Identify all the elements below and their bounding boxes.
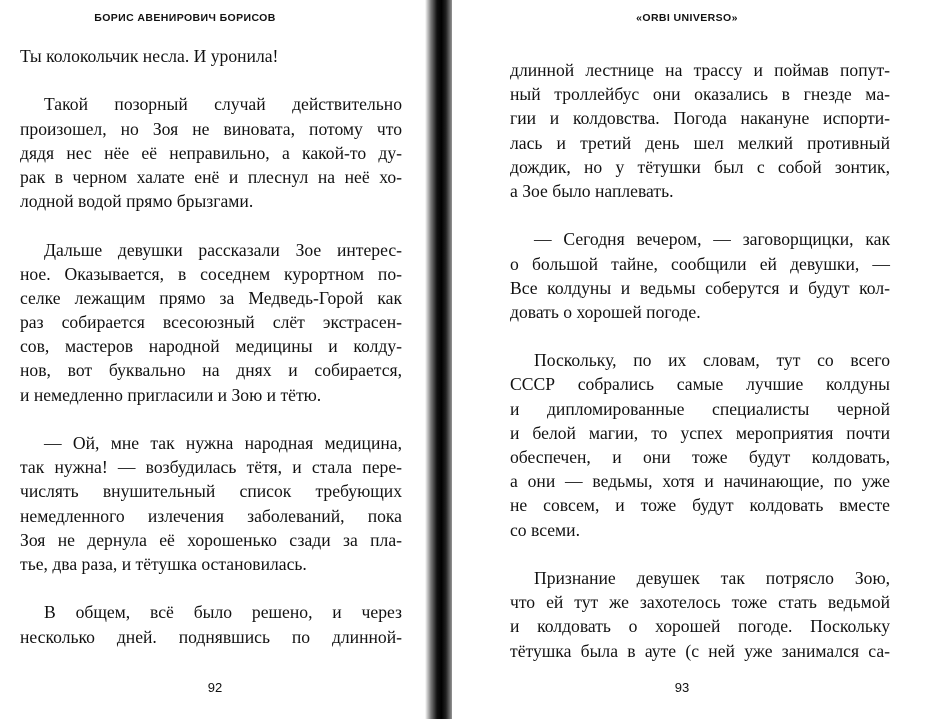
text-line: тье, два раза, и тётушка остановилась. bbox=[20, 553, 307, 574]
text-line: рак в черном халате енё и плеснул на неё хо- bbox=[20, 166, 402, 187]
paragraph bbox=[20, 431, 402, 576]
text-line: и колдовать о хорошей погоде. Поскольку bbox=[510, 616, 890, 637]
text-line: несколько дней. поднявшись по длинной- bbox=[20, 626, 402, 647]
text-line: так нужна! — возбудилась тётя, и стала пере- bbox=[20, 457, 402, 478]
paragraph-gap bbox=[510, 203, 890, 227]
text-line: тётушка была в ауте (с ней уже занимался са- bbox=[510, 640, 890, 661]
text-line: со всеми. bbox=[510, 519, 580, 540]
text-line: ный троллейбус они оказались в гнезде ма- bbox=[510, 84, 890, 105]
text-line: и немедленно пригласили и Зою и тётю. bbox=[20, 384, 322, 405]
book-gutter bbox=[425, 0, 455, 719]
text-line: и дипломированные специалисты черной bbox=[510, 398, 890, 419]
paragraph-gap bbox=[20, 68, 402, 92]
paragraph-gap bbox=[510, 542, 890, 566]
paragraph bbox=[20, 600, 402, 648]
paragraph bbox=[20, 238, 402, 407]
right-page bbox=[452, 0, 932, 719]
left-page bbox=[0, 0, 430, 719]
text-line: а Зое было наплевать. bbox=[510, 180, 674, 201]
paragraph-gap bbox=[20, 213, 402, 237]
text-line: дождик, но у тётушки был с собой зонтик, bbox=[510, 156, 890, 177]
text-line: В общем, всё было решено, и через bbox=[44, 602, 402, 623]
page-number-left: 92 bbox=[207, 680, 223, 695]
paragraph-gap bbox=[510, 324, 890, 348]
running-head-left: БОРИС АВЕНИРОВИЧ БОРИСОВ bbox=[94, 12, 276, 24]
paragraph bbox=[510, 348, 890, 542]
text-line: дядя нес нёе её неправильно, а какой-то ду- bbox=[20, 142, 402, 163]
text-line: обеспечен, и они тоже будут колдовать, bbox=[510, 447, 890, 467]
text-line: не совсем, и тоже будут колдовать вместе bbox=[510, 495, 890, 516]
text-line: Зоя не дернула её хорошенько сзади за пла- bbox=[20, 529, 402, 550]
text-line: Ты колокольчик несла. И уронила! bbox=[20, 46, 279, 66]
text-line: Все колдуны и ведьмы соберутся и будут кол- bbox=[510, 277, 890, 298]
text-line: раз собирается всесоюзный слёт экстрасен- bbox=[20, 312, 402, 333]
text-line: ное. Оказывается, в соседнем курортном по- bbox=[20, 263, 402, 284]
text-line: числять внушительный список требующих bbox=[20, 481, 402, 502]
text-line: а они — ведьмы, хотя и начинающие, по уже bbox=[510, 471, 890, 492]
text-line: гии и колдовства. Погода накануне испорти- bbox=[510, 108, 890, 129]
text-line: длинной лестнице на трассу и поймав попут- bbox=[510, 60, 890, 80]
paragraph bbox=[510, 566, 890, 663]
paragraph bbox=[510, 227, 890, 324]
text-line: о большой тайне, сообщили ей девушки, — bbox=[510, 253, 890, 274]
text-line: Дальше девушки рассказали Зое интерес- bbox=[44, 239, 402, 260]
paragraph bbox=[510, 58, 890, 203]
text-line: немедленного излечения заболеваний, пока bbox=[20, 505, 402, 526]
text-line: Такой позорный случай действительно bbox=[44, 94, 402, 115]
text-line: лодной водой прямо брызгами. bbox=[20, 191, 254, 212]
running-head-right: «ORBI UNIVERSO» bbox=[636, 12, 738, 24]
text-line: произошел, но Зоя не виновата, потому что bbox=[20, 118, 402, 139]
text-line: сов, мастеров народной медицины и колду- bbox=[20, 336, 402, 357]
paragraph-gap bbox=[20, 576, 402, 600]
text-line: селке лежащим прямо за Медведь-Горой как bbox=[20, 287, 402, 308]
page-number-right: 93 bbox=[674, 680, 690, 695]
text-line: — Сегодня вечером, — заговорщицки, как bbox=[534, 229, 890, 250]
text-line: довать о хорошей погоде. bbox=[510, 301, 701, 322]
right-page-text bbox=[510, 58, 890, 663]
text-line: и белой магии, то успех мероприятия почти bbox=[510, 422, 890, 443]
paragraph bbox=[20, 92, 402, 213]
paragraph-gap bbox=[20, 407, 402, 431]
paragraph bbox=[20, 44, 402, 68]
text-line: Поскольку, по их словам, тут со всего bbox=[534, 350, 890, 371]
text-line: Признание девушек так потрясло Зою, bbox=[534, 567, 890, 588]
text-line: лась и третий день шел мелкий противный bbox=[510, 132, 890, 153]
left-page-text bbox=[20, 44, 402, 649]
text-line: СССР собрались самые лучшие колдуны bbox=[510, 374, 890, 395]
text-line: — Ой, мне так нужна народная медицина, bbox=[44, 433, 402, 453]
text-line: что ей тут же захотелось тоже стать ведьмой bbox=[510, 592, 890, 613]
text-line: нов, вот буквально на днях и собирается, bbox=[20, 360, 402, 381]
